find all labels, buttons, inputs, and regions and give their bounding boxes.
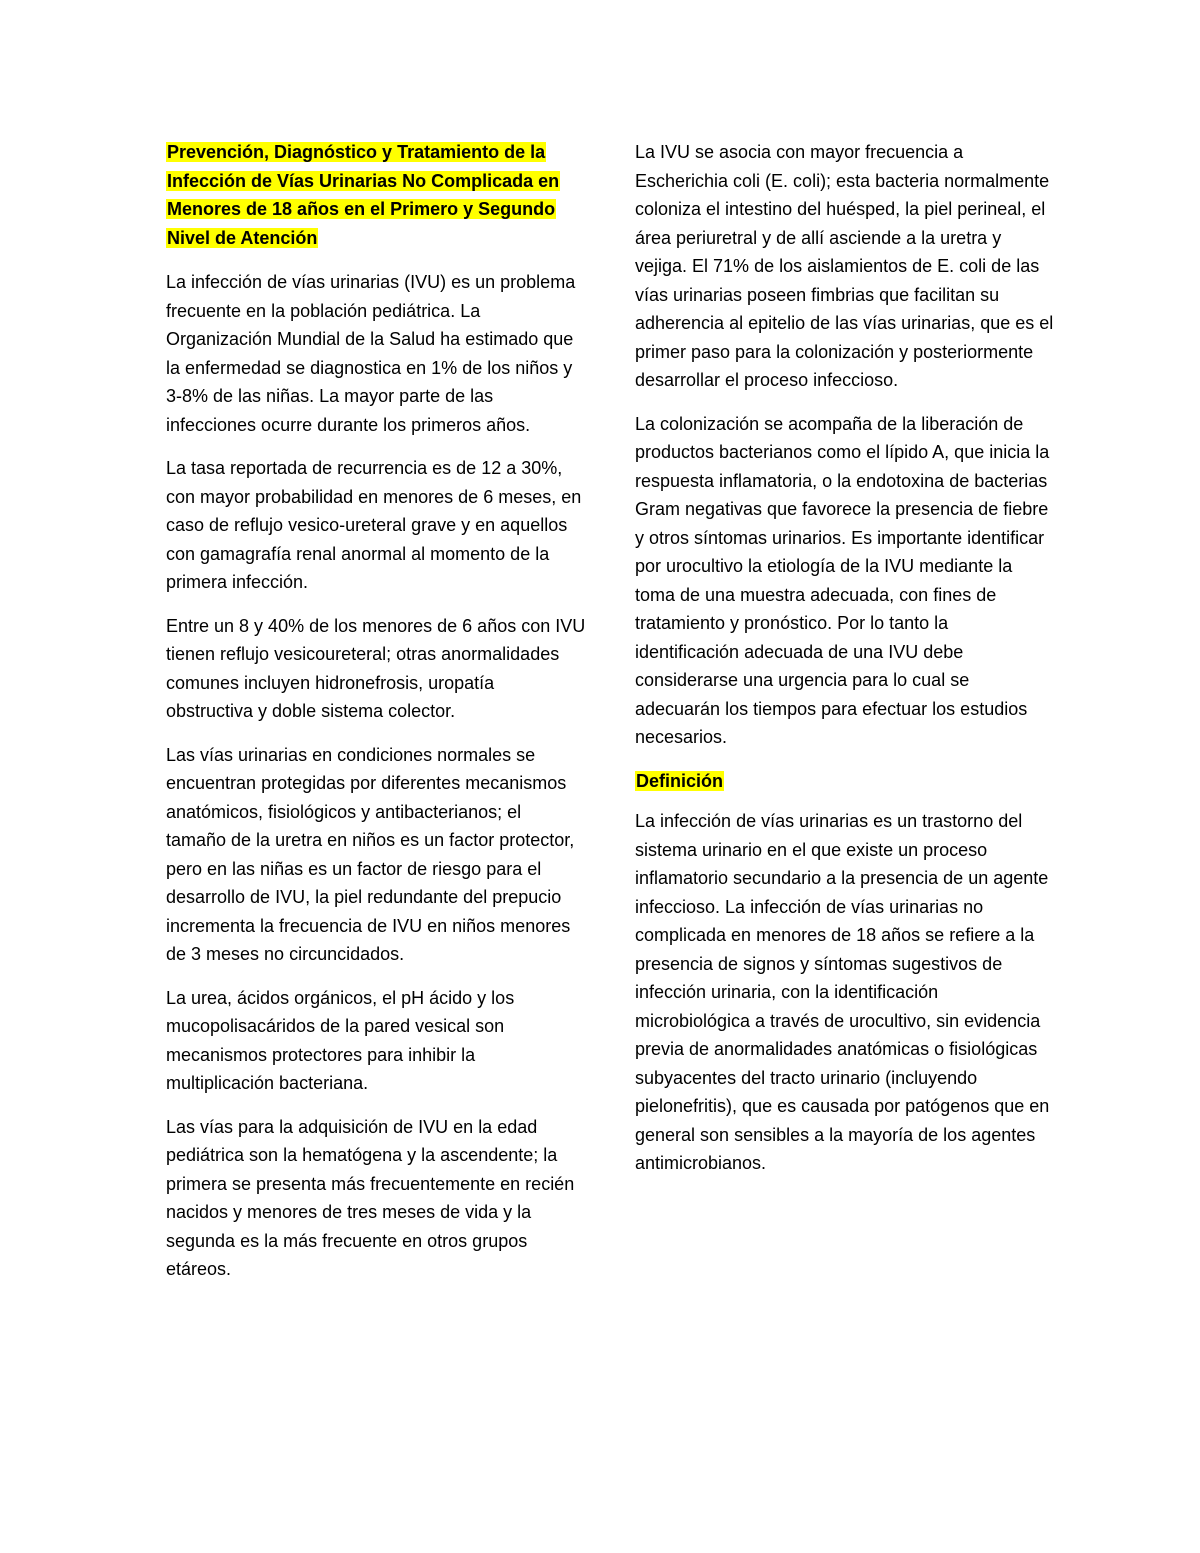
paragraph-colonization: La colonización se acompaña de la liberación de productos bacterianos como el lípido A, que inicia la respuesta inflamatoria, o la endotoxina de bacterias Gram negativas que favorece la presencia de fiebre y otros síntomas urinarios. Es importante identificar por urocultivo la etiología de la IVU mediante la toma de una muestra adecuada, con fines de tratamiento y pronóstico. Por lo tanto la identificación adecuada de una IVU debe considerarse una urgencia para lo cual se adecuarán los tiempos para efectuar los estudios necesarios. <box>635 413 1050 747</box>
paragraph-ecoli: La IVU se asocia con mayor frecuencia a Escherichia coli (E. coli); esta bacteria normalmente coloniza el intestino del huésped, la piel perineal, el área periuretral y de allí asciende a la uretra y vejiga. El 71% de los aislamientos de E. coli de las vías urinarias poseen fimbrias que facilitan su adherencia al epitelio de las vías urinarias, que es el primer paso para la colonización y posteriormente desarrollar el proceso infeccioso. <box>635 142 1054 390</box>
paragraph-protection: Las vías urinarias en condiciones normales se encuentran protegidas por diferentes mecanismos anatómicos, fisiológicos y antibacterianos; el tamaño de la uretra en niños es un factor protector, pero en las niñas es un factor de riesgo para el desarrollo de IVU, la piel redundante del prepucio incrementa la frecuencia de IVU en niños menores de 3 meses no circuncidados. <box>166 744 575 964</box>
definition-heading-highlight: Definición <box>636 770 724 791</box>
paragraph-ivu-intro: La infección de vías urinarias (IVU) es un problema frecuente en la población pediátrica. La Organización Mundial de la Salud ha estimado que la enfermedad se diagnostica en 1% de los niños y 3-8% de las niñas. La mayor parte de las infecciones ocurre durante los primeros años. <box>166 272 576 435</box>
paragraph-protective-mechanisms: La urea, ácidos orgánicos, el pH ácido y los mucopolisacáridos de la pared vesical son mecanismos protectores para inhibir la multiplicación bacteriana. <box>166 987 515 1093</box>
document-title <box>166 138 586 252</box>
paragraph-reflux: Entre un 8 y 40% de los menores de 6 años con IVU tienen reflujo vesicoureteral; otras anormalidades comunes incluyen hidronefrosis, uropatía obstructiva y doble sistema colector. <box>166 615 586 721</box>
title-highlight: Prevención, Diagnóstico y Tratamiento de la Infección de Vías Urinarias No Complicada en Menores de 18 años en el Primero y Segundo Nivel de Atención <box>167 142 560 248</box>
definition-heading <box>635 767 1055 796</box>
paragraph-definition: La infección de vías urinarias es un trastorno del sistema urinario en el que existe un proceso inflamatorio secundario a la presencia de un agente infeccioso. La infección de vías urinarias no complicada en menores de 18 años se refiere a la presencia de signos y síntomas sugestivos de infección urinaria, con la identificación microbiológica a través de urocultivo, sin evidencia previa de anormalidades anatómicas o fisiológicas subyacentes del tracto urinario (incluyendo pielonefritis), que es causada por patógenos que en general son sensibles a la mayoría de los agentes antimicrobianos. <box>635 811 1050 1173</box>
paragraph-recurrence: La tasa reportada de recurrencia es de 12 a 30%, con mayor probabilidad en menores de 6 meses, en caso de reflujo vesico-ureteral grave y en aquellos con gamagrafía renal anormal al momento de la primera infección. <box>166 458 582 592</box>
left-column <box>166 138 586 1299</box>
right-column <box>635 138 1055 1193</box>
paragraph-acquisition-routes: Las vías para la adquisición de IVU en la edad pediátrica son la hematógena y la ascendente; la primera se presenta más frecuentemente en recién nacidos y menores de tres meses de vida y la segunda es la más frecuente en otros grupos etáreos. <box>166 1116 575 1279</box>
